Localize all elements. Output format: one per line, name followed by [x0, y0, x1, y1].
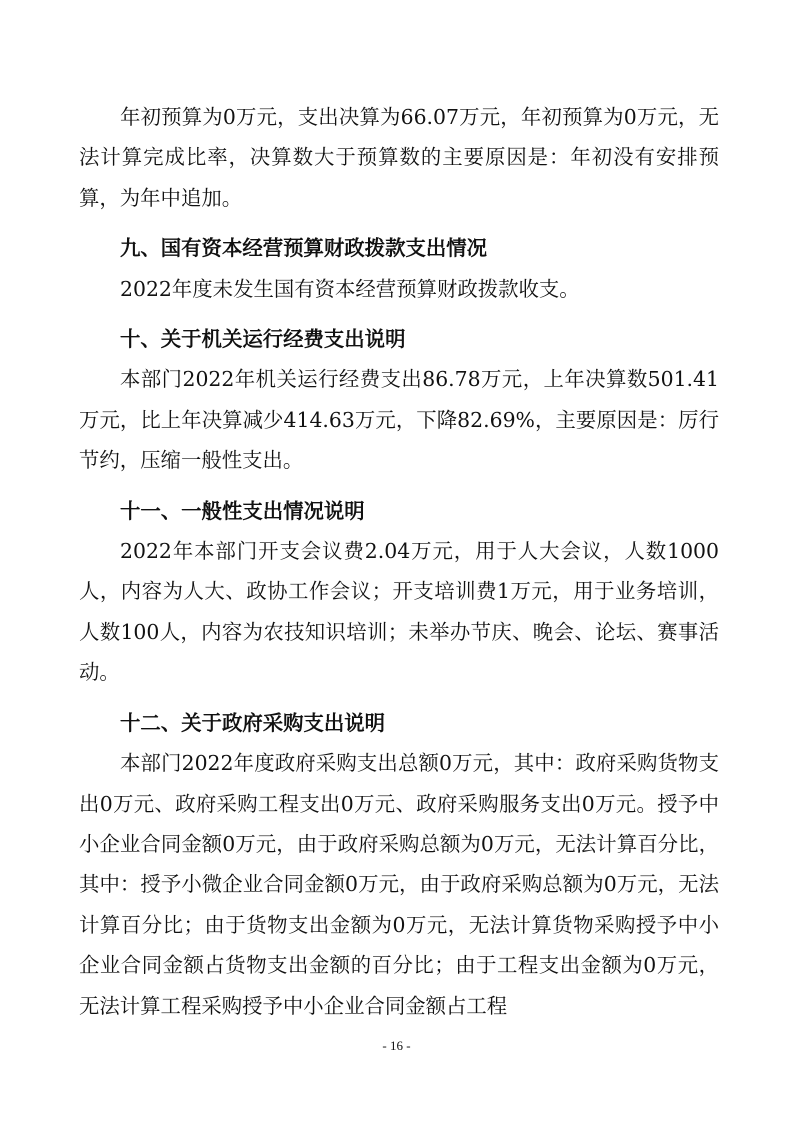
section-heading-10: 十、关于机关运行经费支出说明: [120, 327, 406, 352]
page-number: - 16 -: [382, 1038, 411, 1053]
procurement-paragraph: 本部门2022年度政府采购支出总额0万元，其中：政府采购货物支出0万元、政府采购工程支出0万元、政府采购服务支出0万元。授予中小企业合同金额0万元，由于政府采购总额为0万元，无法计算百分比，其中：授予小微企业合同金额0万元，由于政府采购总额为0万元，无法计算百分比；由于货物支出金额为0万元，无法计算货物采购授予中小企业合同金额占货物支出金额的百分比；由于工程支出金额为0万元，无法计算工程采购授予中小企业合同金额占工程: [79, 751, 719, 1018]
section-heading-9: 九、国有资本经营预算财政拨款支出情况: [120, 236, 488, 261]
general-expense-paragraph: 2022年本部门开支会议费2.04万元，用于人大会议，人数1000人，内容为人大、政协工作会议；开支培训费1万元，用于业务培训，人数100人，内容为农技知识培训；未举办节庆、晚会、论坛、赛事活动。: [79, 539, 719, 685]
page-content: [79, 97, 719, 1026]
state-capital-paragraph: 2022年度未发生国有资本经营预算财政拨款收支。: [120, 276, 580, 301]
section-heading-11: 十一、一般性支出情况说明: [120, 498, 365, 523]
budget-paragraph: 年初预算为0万元，支出决算为66.07万元，年初预算为0万元，无法计算完成比率，决算数大于预算数的主要原因是：年初没有安排预算，为年中追加。: [79, 105, 719, 210]
operating-expense-paragraph: 本部门2022年机关运行经费支出86.78万元，上年决算数501.41万元，比上年决算减少414.63万元，下降82.69%，主要原因是：厉行节约，压缩一般性支出。: [79, 367, 719, 473]
section-heading-12: 十二、关于政府采购支出说明: [120, 710, 386, 735]
